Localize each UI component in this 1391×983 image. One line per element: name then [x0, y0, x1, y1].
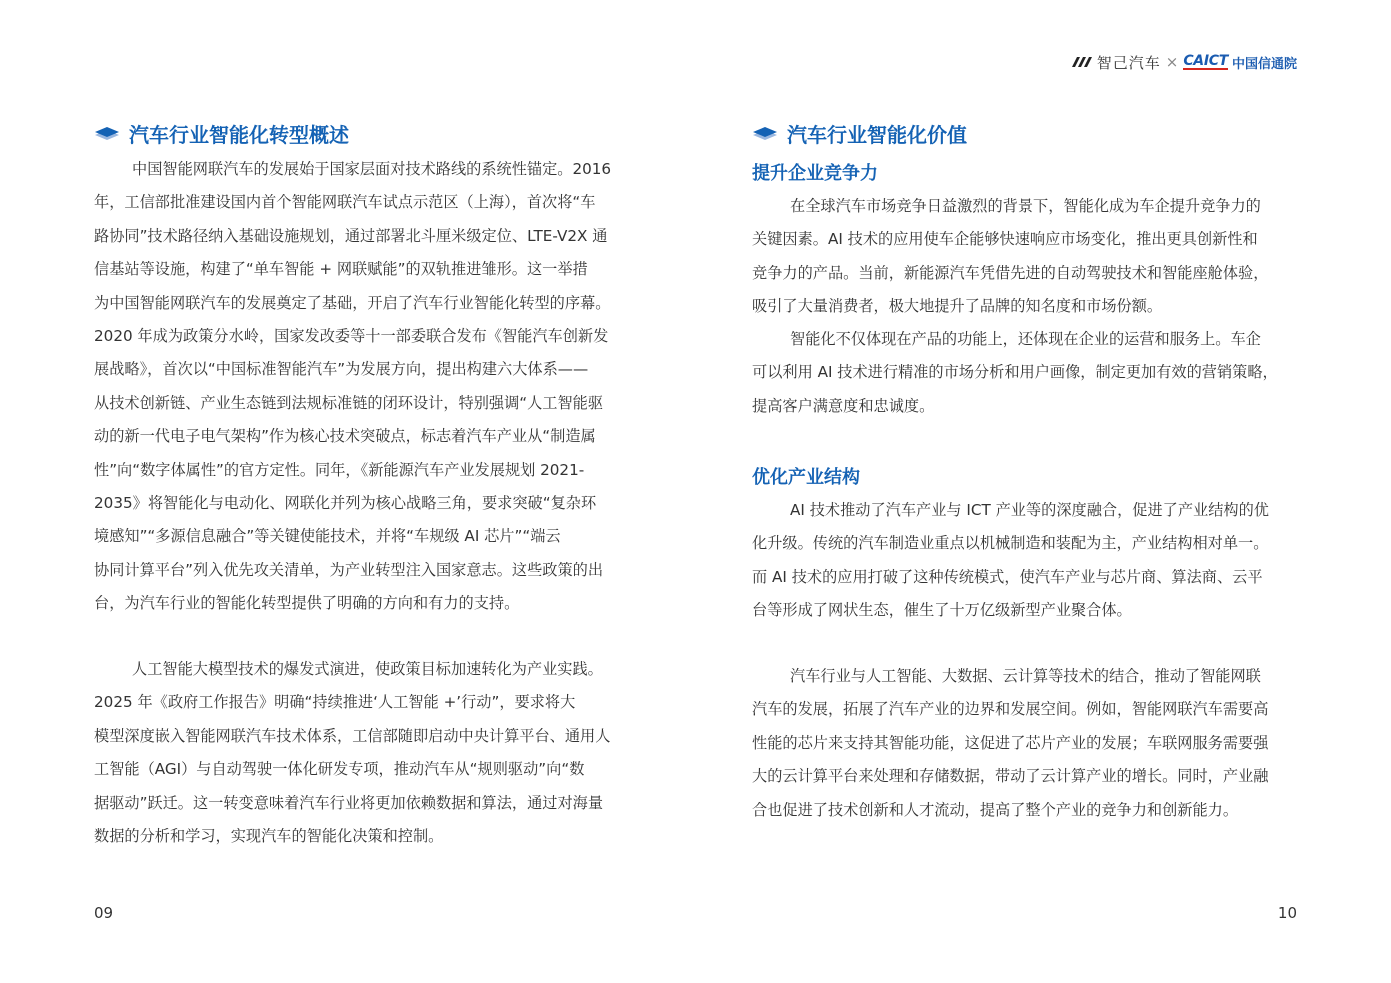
text-line: 从技术创新链、产业生态链到法规标准链的闭环设计，特别强调“人工智能驱	[94, 393, 604, 412]
text-line: 展战略》，首次以“中国标准智能汽车”为发展方向，提出构建六大体系——	[94, 360, 589, 379]
text-line: 台等形成了网状生态，催生了十万亿级新型产业聚合体。	[752, 601, 1132, 620]
right-paragraph-4	[752, 660, 1296, 827]
diamond-layers-icon	[94, 125, 120, 143]
right-paragraph-2	[752, 323, 1296, 423]
text-line: 2035》将智能化与电动化、网联化并列为核心战略三角，要求突破“复杂环	[94, 493, 597, 512]
text-line: 智能化不仅体现在产品的功能上，还体现在企业的运营和服务上。车企	[790, 330, 1261, 348]
left-paragraph-2	[94, 653, 638, 853]
text-line: 工智能（AGI）与自动驾驶一体化研发专项，推动汽车从“规则驱动”向“数	[94, 760, 585, 779]
text-line: 台，为汽车行业的智能化转型提供了明确的方向和有力的支持。	[94, 594, 520, 613]
page-number-right: 10	[1277, 904, 1297, 922]
zhiji-brand-text: 智己汽车	[1096, 53, 1161, 72]
caict-cn-text: 中国信通院	[1231, 56, 1297, 72]
subheading-competitiveness: 提升企业竞争力	[752, 163, 878, 184]
left-paragraph-1	[94, 153, 638, 620]
text-line: 性能的芯片来支持其智能功能，这促进了芯片产业的发展；车联网服务需要强	[752, 733, 1269, 752]
text-line: 年，工信部批准建设国内首个智能网联汽车试点示范区（上海），首次将“车	[94, 193, 596, 212]
text-line: 合也促进了技术创新和人才流动，提高了整个产业的竞争力和创新能力。	[752, 800, 1238, 819]
text-line: 据驱动”跃迁。这一转变意味着汽车行业将更加依赖数据和算法，通过对海量	[94, 793, 604, 812]
left-page	[0, 0, 695, 983]
cross-separator: ×	[1165, 53, 1179, 71]
right-paragraph-3	[752, 494, 1296, 628]
text-line: 协同计算平台”列入优先攻关清单，为产业转型注入国家意志。这些政策的出	[94, 560, 604, 579]
text-line: 竞争力的产品。当前，新能源汽车凭借先进的自动驾驶技术和智能座舱体验，	[752, 263, 1269, 282]
text-line: 汽车行业与人工智能、大数据、云计算等技术的结合，推动了智能网联	[790, 667, 1261, 685]
subheading-industry-structure: 优化产业结构	[752, 467, 860, 488]
text-line: 为中国智能网联汽车的发展奠定了基础，开启了汽车行业智能化转型的序幕。	[94, 293, 611, 312]
text-line: 2020 年成为政策分水岭，国家发改委等十一部委联合发布《智能汽车创新发	[94, 326, 609, 345]
text-line: 性”向“数字体属性”的官方定性。同年，《新能源汽车产业发展规划 2021-	[94, 460, 585, 479]
left-section-title	[94, 119, 349, 148]
text-line: 大的云计算平台来处理和存储数据，带动了云计算产业的增长。同时，产业融	[752, 767, 1269, 786]
text-line: 动的新一代电子电气架构”作为核心技术突破点，标志着汽车产业从“制造属	[94, 427, 596, 446]
text-line: 可以利用 AI 技术进行精准的市场分析和用户画像，制定更加有效的营销策略，	[752, 363, 1278, 382]
right-page	[695, 0, 1391, 983]
text-line: AI 技术推动了汽车产业与 ICT 产业等的深度融合，促进了产业结构的优	[790, 501, 1269, 519]
text-line: 关键因素。AI 技术的应用使车企能够快速响应市场变化，推出更具创新性和	[752, 230, 1258, 249]
diamond-layers-icon	[752, 125, 778, 143]
text-line: 化升级。传统的汽车制造业重点以机械制造和装配为主，产业结构相对单一。	[752, 534, 1269, 553]
text-line: 吸引了大量消费者，极大地提升了品牌的知名度和市场份额。	[752, 297, 1163, 316]
text-line: 而 AI 技术的应用打破了这种传统模式，使汽车产业与芯片商、算法商、云平	[752, 567, 1263, 586]
text-line: 在全球汽车市场竞争日益激烈的背景下，智能化成为车企提升竞争力的	[790, 197, 1261, 215]
text-line: 模型深度嵌入智能网联汽车技术体系，工信部随即启动中央计算平台、通用人	[94, 726, 611, 745]
text-line: 境感知”“多源信息融合”等关键使能技术，并将“车规级 AI 芯片”“端云	[94, 527, 561, 546]
text-line: 人工智能大模型技术的爆发式演进，使政策目标加速转化为产业实践。	[132, 660, 603, 678]
text-line: 2025 年《政府工作报告》明确“持续推进‘人工智能 +’行动”，要求将大	[94, 693, 576, 712]
text-line: 汽车的发展，拓展了汽车产业的边界和发展空间。例如，智能网联汽车需要高	[752, 700, 1269, 719]
right-section-title-text: 汽车行业智能化价值	[787, 123, 967, 147]
right-section-title	[752, 119, 967, 148]
text-line: 路协同”技术路径纳入基础设施规划，通过部署北斗厘米级定位、LTE-V2X 通	[94, 226, 608, 245]
text-line: 中国智能网联汽车的发展始于国家层面对技术路线的系统性锚定。2016	[132, 160, 612, 178]
caict-logo-text: CAICT	[1183, 53, 1228, 69]
right-paragraph-1	[752, 190, 1296, 324]
left-section-title-text: 汽车行业智能化转型概述	[129, 123, 349, 147]
text-line: 信基站等设施，构建了“单车智能 + 网联赋能”的双轨推进雏形。这一举措	[94, 260, 588, 279]
page-number-left: 09	[94, 904, 114, 922]
text-line: 数据的分析和学习，实现汽车的智能化决策和控制。	[94, 826, 444, 845]
text-line: 提高客户满意度和忠诚度。	[752, 396, 935, 415]
